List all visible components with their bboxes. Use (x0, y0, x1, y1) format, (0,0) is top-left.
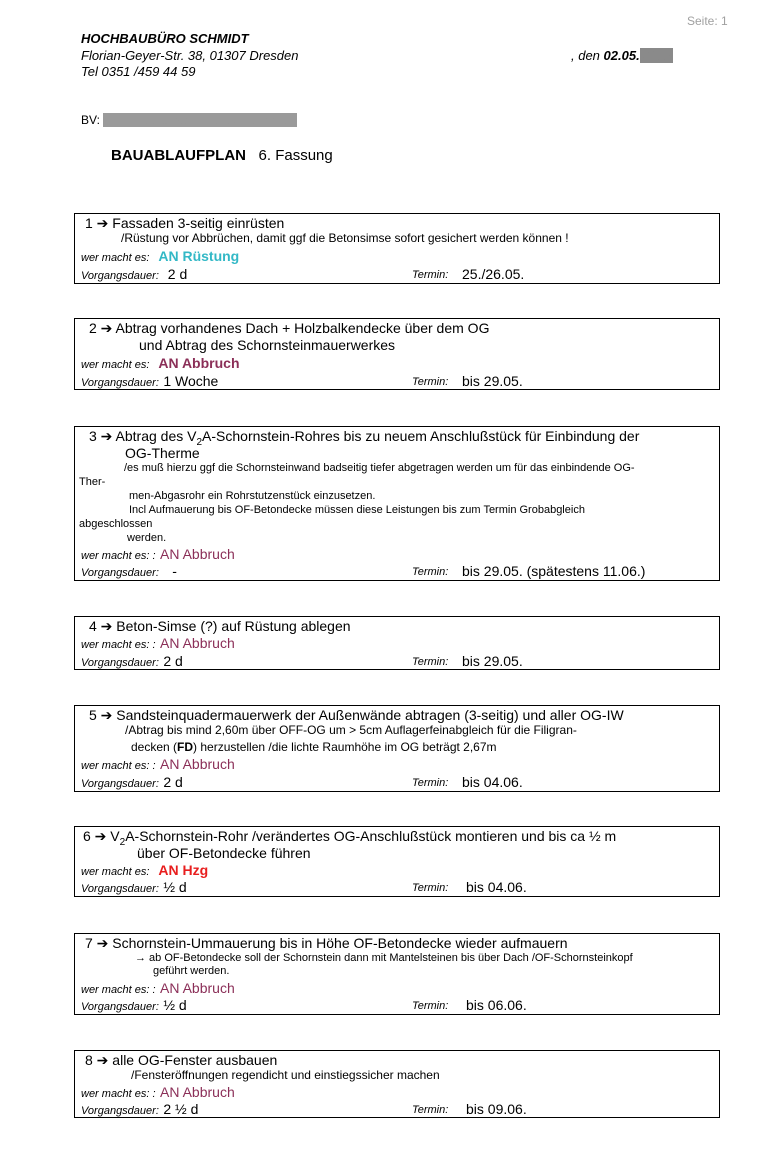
who-label: wer macht es: : (81, 984, 156, 996)
note-part: decken ( (131, 740, 178, 754)
bv-label: BV: (81, 113, 100, 127)
task-deadline: bis 29.05. (462, 653, 523, 669)
duration-label: Vorgangsdauer: (81, 657, 159, 669)
task-duration: 1 Woche (163, 373, 219, 389)
deadline-label: Termin: (412, 777, 449, 789)
task-box-1 (74, 213, 720, 284)
task-note: abgeschlossen (79, 518, 153, 530)
duration-label: Vorgangsdauer: (81, 270, 159, 282)
who-label: wer macht es: : (81, 760, 156, 772)
title-version: 6. Fassung (258, 147, 333, 164)
title-main: BAUABLAUFPLAN (111, 147, 246, 164)
task-box-5 (74, 705, 720, 792)
task-note: Ther- (79, 476, 106, 488)
task-deadline: bis 29.05. (462, 373, 523, 389)
task-note: /Fensteröffnungen regendicht und einstiegssicher machen (131, 1068, 440, 1082)
task-deadline: bis 06.06. (466, 997, 527, 1013)
task-heading: 5 ➔ Sandsteinquadermauerwerk der Außenwände abtragen (3-seitig) und aller OG-IW (89, 707, 624, 723)
task-duration: 2 d (163, 653, 183, 669)
heading-part: 6 ➔ V (83, 828, 120, 844)
company-name: HOCHBAUBÜRO SCHMIDT (81, 31, 249, 46)
date-value: 02.05. (603, 48, 640, 63)
heading-part: A-Schornstein-Rohres bis zu neuem Anschlußstück für Einbindung der (202, 428, 640, 444)
who-label: wer macht es: (81, 252, 150, 264)
heading-subscript: 2 (119, 836, 126, 848)
page-title (111, 147, 333, 164)
deadline-label: Termin: (412, 376, 449, 388)
who-label: wer macht es: (81, 359, 150, 371)
task-box-8 (74, 1050, 720, 1118)
task-note: /es muß hierzu ggf die Schornsteinwand badseitig tiefer abgetragen werden um für das einbindende OG- (124, 462, 635, 474)
who-label: wer macht es: (81, 866, 150, 878)
task-deadline: bis 09.06. (466, 1101, 527, 1117)
deadline-label: Termin: (412, 269, 449, 281)
task-heading: 7 ➔ Schornstein-Ummauerung bis in Höhe OF-Betondecke wieder aufmauern (85, 935, 568, 951)
task-box-3 (74, 426, 720, 581)
task-heading: 2 ➔ Abtrag vorhandenes Dach + Holzbalkendecke über dem OG (89, 320, 490, 336)
task-duration: ½ d (163, 997, 187, 1013)
task-contractor: AN Hzg (158, 862, 209, 878)
bv-redaction: DHH Auenstraße 2, 01097 Dresden (105, 113, 295, 127)
task-deadline: bis 04.06. (466, 879, 527, 895)
task-deadline: 25./26.05. (462, 266, 525, 282)
task-contractor: AN Rüstung (158, 248, 240, 264)
who-label: wer macht es: : (81, 639, 156, 651)
task-deadline: bis 29.05. (spätestens 11.06.) (462, 563, 646, 579)
task-deadline: bis 04.06. (462, 774, 523, 790)
task-contractor: AN Abbruch (160, 1084, 235, 1100)
task-box-6 (74, 826, 720, 897)
task-note: Incl Aufmauerung bis OF-Betondecke müssen diese Leistungen bis zum Termin Grobabgleich (129, 504, 585, 516)
deadline-label: Termin: (412, 566, 449, 578)
task-contractor: AN Abbruch (160, 980, 235, 996)
company-address: Florian-Geyer-Str. 38, 01307 Dresden (81, 48, 299, 63)
task-contractor: AN Abbruch (158, 355, 240, 371)
task-note: geführt werden. (153, 965, 230, 977)
building-project (81, 113, 297, 127)
task-box-4 (74, 616, 720, 670)
task-contractor: AN Abbruch (160, 756, 235, 772)
task-duration: 2 d (163, 774, 183, 790)
task-contractor: AN Abbruch (160, 635, 235, 651)
task-heading: 4 ➔ Beton-Simse (?) auf Rüstung ablegen (89, 618, 351, 634)
deadline-label: Termin: (412, 882, 449, 894)
task-heading: 8 ➔ alle OG-Fenster ausbauen (85, 1052, 278, 1068)
heading-subscript: 2 (196, 436, 203, 448)
note-part: ) herzustellen /die lichte Raumhöhe im OG beträgt 2,67m (193, 740, 497, 754)
task-note: men-Abgasrohr ein Rohrstutzenstück einzusetzen. (129, 490, 376, 502)
company-phone: Tel 0351 /459 44 59 (81, 64, 196, 79)
note-bold: FD (177, 740, 194, 754)
task-heading-cont: über OF-Betondecke führen (137, 845, 311, 861)
task-note: → ab OF-Betondecke soll der Schornstein dann mit Mantelsteinen bis über Dach /OF-Schornsteinkopf (135, 952, 633, 964)
task-note: /Abtrag bis mind 2,60m über OFF-OG um > 5cm Auflagerfeinabgleich für die Filigran- (125, 723, 577, 737)
heading-part: 3 ➔ Abtrag des V (89, 428, 197, 444)
task-box-2 (74, 318, 720, 390)
task-duration: - (172, 563, 177, 579)
deadline-label: Termin: (412, 656, 449, 668)
duration-label: Vorgangsdauer: (81, 567, 159, 579)
task-heading-cont: und Abtrag des Schornsteinmauerwerkes (139, 337, 396, 353)
task-duration: ½ d (163, 879, 187, 895)
date-redaction: 2008 (641, 48, 671, 63)
duration-label: Vorgangsdauer: (81, 1001, 159, 1013)
task-note: /Rüstung vor Abbrüchen, damit ggf die Betonsimse sofort gesichert werden können ! (121, 231, 569, 245)
task-duration: 2 ½ d (163, 1101, 199, 1117)
duration-label: Vorgangsdauer: (81, 778, 159, 790)
task-heading-cont: OG-Therme (125, 445, 200, 461)
who-label: wer macht es: : (81, 550, 156, 562)
deadline-label: Termin: (412, 1000, 449, 1012)
document-date (571, 48, 673, 63)
deadline-label: Termin: (412, 1104, 449, 1116)
task-note (131, 740, 713, 754)
who-label: wer macht es: : (81, 1088, 156, 1100)
duration-label: Vorgangsdauer: (81, 883, 159, 895)
task-duration: 2 d (167, 266, 188, 282)
duration-label: Vorgangsdauer: (81, 377, 159, 389)
task-box-7 (74, 933, 720, 1015)
date-prefix: , den (571, 48, 604, 63)
duration-label: Vorgangsdauer: (81, 1105, 159, 1117)
page-number: Seite: 1 (687, 14, 728, 28)
task-contractor: AN Abbruch (160, 546, 235, 562)
task-heading: 1 ➔ Fassaden 3-seitig einrüsten (85, 215, 285, 231)
heading-part: A-Schornstein-Rohr /verändertes OG-Anschlußstück montieren und bis ca ½ m (125, 828, 617, 844)
task-note: werden. (127, 532, 167, 544)
